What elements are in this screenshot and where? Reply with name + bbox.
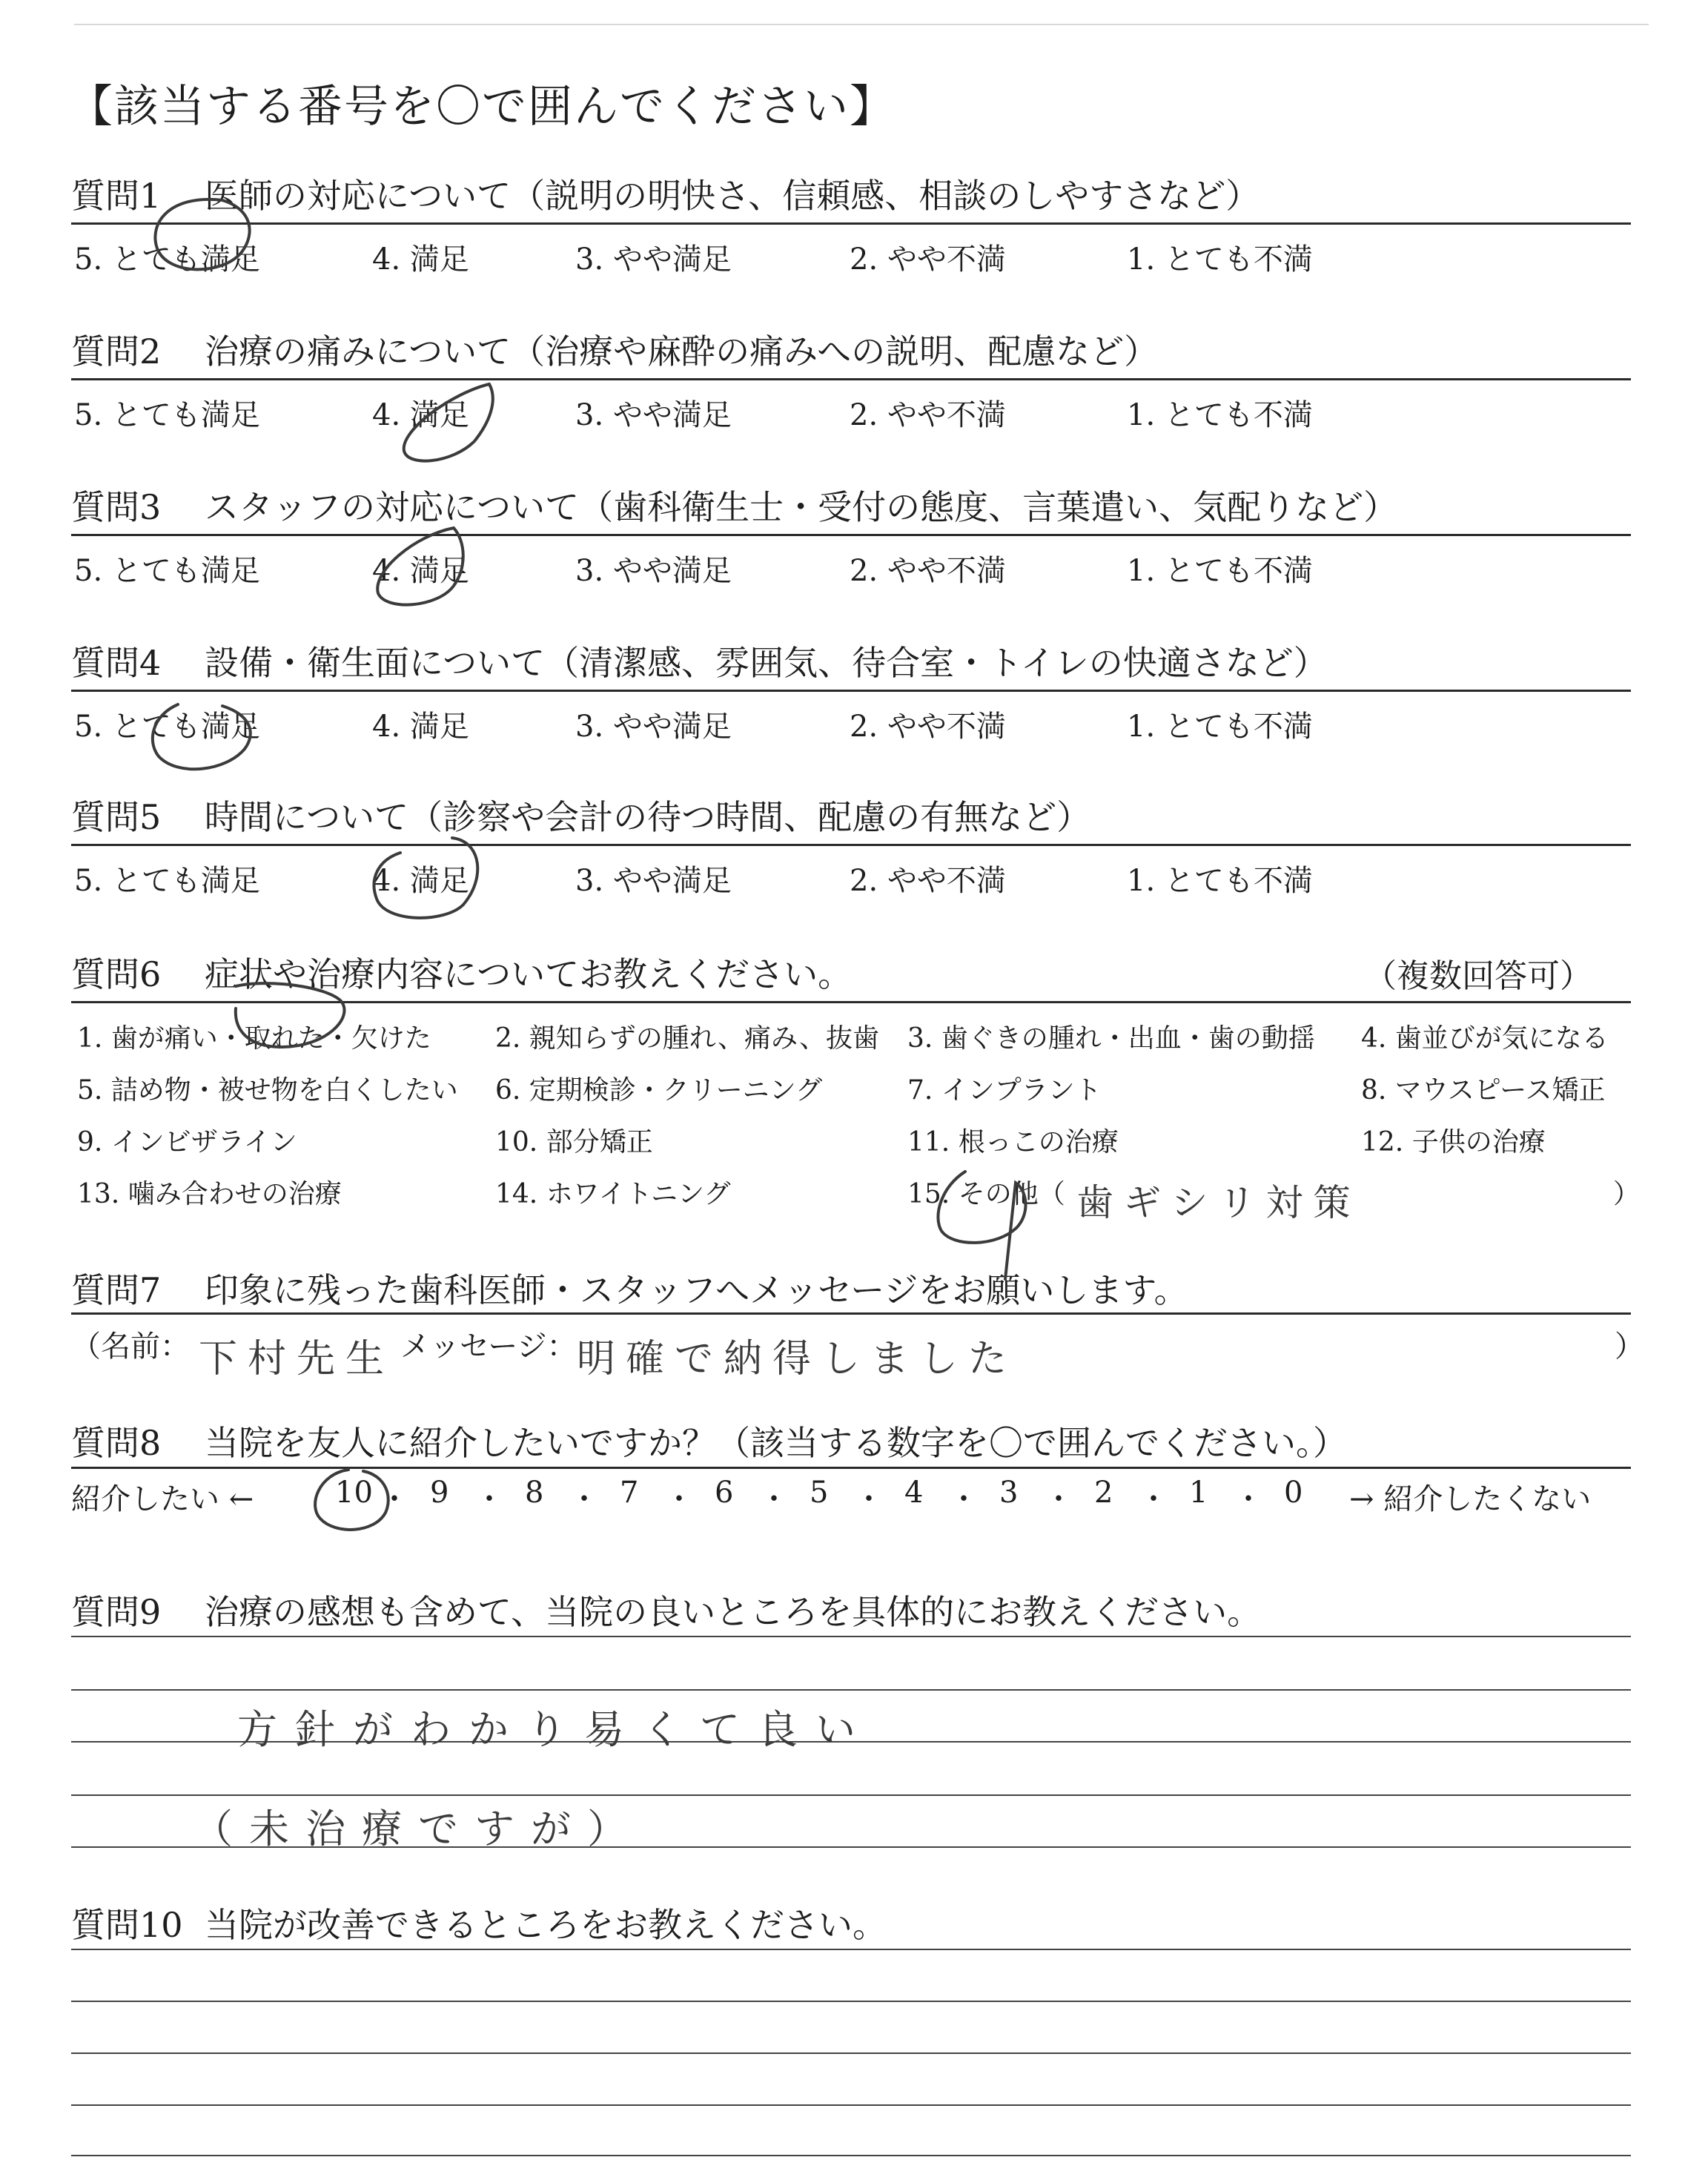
question-number: 質問1 <box>71 176 162 216</box>
option-3[interactable]: 3. やや満足 <box>575 242 732 277</box>
option-5[interactable]: 5. とても満足 <box>74 242 260 277</box>
divider <box>71 1001 1631 1003</box>
q6-item[interactable]: 8. マウスピース矯正 <box>1361 1075 1606 1106</box>
scale-number-10[interactable]: 10 <box>335 1476 373 1510</box>
question-4 <box>71 636 1328 685</box>
question-text: 治療の痛みについて（治療や麻酔の痛みへの説明、配慮など） <box>205 331 1159 371</box>
scale-separator: ・ <box>1234 1482 1263 1516</box>
option-1[interactable]: 1. とても不満 <box>1127 554 1313 588</box>
scale-separator: ・ <box>759 1482 789 1516</box>
q6-item[interactable]: 13. 噛み合わせの治療 <box>77 1179 342 1209</box>
scale-separator: ・ <box>1139 1482 1168 1516</box>
question-5 <box>71 790 1090 839</box>
option-3[interactable]: 3. やや満足 <box>575 710 732 744</box>
question-8 <box>71 1416 1347 1465</box>
option-5[interactable]: 5. とても満足 <box>74 398 260 432</box>
scale-number-6[interactable]: 6 <box>715 1476 734 1510</box>
q6-item[interactable]: 4. 歯並びが気になる <box>1361 1023 1609 1054</box>
option-4[interactable]: 4. 満足 <box>372 242 469 277</box>
q6-item[interactable]: 14. ホワイトニング <box>495 1179 731 1209</box>
answer-line <box>71 2104 1631 2106</box>
answer-line <box>71 1794 1631 1796</box>
question-text: スタッフの対応について（歯科衛生士・受付の態度、言葉遣い、気配りなど） <box>205 487 1398 527</box>
question-number: 質問8 <box>71 1423 162 1463</box>
scale-separator: ・ <box>664 1482 694 1516</box>
question-number: 質問2 <box>71 331 162 371</box>
q6-item[interactable]: 2. 親知らずの腫れ、痛み、抜歯 <box>495 1023 880 1054</box>
name-answer[interactable]: 下村先生 <box>199 1337 395 1381</box>
message-answer[interactable]: 明確で納得しました <box>577 1337 1018 1381</box>
q9-answer-line-2[interactable]: （未治療ですが） <box>193 1806 643 1852</box>
scale-number-7[interactable]: 7 <box>620 1476 639 1510</box>
question-7 <box>71 1264 1188 1312</box>
scale-separator: ・ <box>1044 1482 1073 1516</box>
question-2 <box>71 325 1158 374</box>
answer-line <box>71 2052 1631 2054</box>
option-2[interactable]: 2. やや不満 <box>850 242 1006 277</box>
question-10 <box>71 1898 887 1947</box>
question-number: 質問10 <box>71 1905 183 1945</box>
recommend-right-label: → 紹介したくない <box>1349 1482 1592 1516</box>
option-2[interactable]: 2. やや不満 <box>850 398 1006 432</box>
scale-number-9[interactable]: 9 <box>430 1476 449 1510</box>
q9-answer-line-1[interactable]: 方針がわかり易くて良い <box>237 1706 873 1753</box>
divider <box>71 378 1631 380</box>
q6-item[interactable]: 10. 部分矯正 <box>495 1127 653 1157</box>
divider <box>71 222 1631 225</box>
option-2[interactable]: 2. やや不満 <box>850 864 1006 898</box>
q6-other-close: ） <box>1613 1179 1641 1209</box>
scale-separator: ・ <box>854 1482 884 1516</box>
scale-number-1[interactable]: 1 <box>1189 1476 1208 1510</box>
question-text: 治療の感想も含めて、当院の良いところを具体的にお教えください。 <box>205 1592 1262 1632</box>
question-number: 質問4 <box>71 643 162 683</box>
answer-line <box>71 2001 1631 2002</box>
top-border <box>74 24 1649 25</box>
scale-number-3[interactable]: 3 <box>999 1476 1019 1510</box>
answer-line <box>71 1636 1631 1637</box>
option-1[interactable]: 1. とても不満 <box>1127 710 1313 744</box>
question-text: 医師の対応について（説明の明快さ、信頼感、相談のしやすさなど） <box>205 176 1260 216</box>
option-4[interactable]: 4. 満足 <box>372 864 469 898</box>
message-close: ） <box>1615 1330 1644 1364</box>
q6-item[interactable]: 12. 子供の治療 <box>1361 1127 1546 1157</box>
q6-item[interactable]: 1. 歯が痛い・取れた・欠けた <box>77 1023 431 1054</box>
option-5[interactable]: 5. とても満足 <box>74 710 260 744</box>
question-text: 設備・衛生面について（清潔感、雰囲気、待合室・トイレの快適さなど） <box>205 643 1328 683</box>
q6-item[interactable]: 11. 根っこの治療 <box>907 1127 1119 1157</box>
option-3[interactable]: 3. やや満足 <box>575 554 732 588</box>
q6-item[interactable]: 5. 詰め物・被せ物を白くしたい <box>77 1075 458 1106</box>
q6-item[interactable]: 3. 歯ぐきの腫れ・出血・歯の動揺 <box>907 1023 1315 1054</box>
question-text: 症状や治療内容についてお教えください。 <box>205 954 853 994</box>
question-text: 当院が改善できるところをお教えください。 <box>205 1905 887 1945</box>
divider <box>71 1467 1631 1469</box>
divider <box>71 534 1631 536</box>
question-1 <box>71 169 1260 218</box>
divider <box>71 690 1631 692</box>
option-1[interactable]: 1. とても不満 <box>1127 398 1313 432</box>
divider <box>71 844 1631 846</box>
question-number: 質問7 <box>71 1270 162 1310</box>
q6-item-other[interactable]: 15. その他（ <box>907 1179 1065 1209</box>
scale-separator: ・ <box>474 1482 504 1516</box>
scale-number-8[interactable]: 8 <box>525 1476 544 1510</box>
answer-line <box>71 1689 1631 1691</box>
multiple-answers-note: （複数回答可） <box>1364 957 1592 995</box>
recommend-left-label: 紹介したい ← <box>71 1482 254 1516</box>
question-number: 質問9 <box>71 1592 162 1632</box>
option-4[interactable]: 4. 満足 <box>372 554 469 588</box>
message-label: メッセージ： <box>400 1330 577 1364</box>
question-6 <box>71 948 852 997</box>
question-number: 質問5 <box>71 797 162 837</box>
answer-line <box>71 1949 1631 1950</box>
scale-number-4[interactable]: 4 <box>904 1476 924 1510</box>
question-text: 時間について（診察や会計の待つ時間、配慮の有無など） <box>205 797 1091 837</box>
option-5[interactable]: 5. とても満足 <box>74 864 260 898</box>
option-3[interactable]: 3. やや満足 <box>575 864 732 898</box>
option-2[interactable]: 2. やや不満 <box>850 554 1006 588</box>
question-text: 印象に残った歯科医師・スタッフへメッセージをお願いします。 <box>205 1270 1188 1310</box>
option-4[interactable]: 4. 満足 <box>372 710 469 744</box>
scale-number-0[interactable]: 0 <box>1284 1476 1303 1510</box>
q6-item[interactable]: 7. インプラント <box>907 1075 1102 1106</box>
question-text: 当院を友人に紹介したいですか？（該当する数字を〇で囲んでください。） <box>205 1423 1347 1463</box>
question-9 <box>71 1585 1261 1634</box>
question-number: 質問6 <box>71 954 162 994</box>
option-2[interactable]: 2. やや不満 <box>850 710 1006 744</box>
option-1[interactable]: 1. とても不満 <box>1127 242 1313 277</box>
question-number: 質問3 <box>71 487 162 527</box>
scale-separator: ・ <box>949 1482 979 1516</box>
divider <box>71 1312 1631 1315</box>
question-3 <box>71 480 1397 529</box>
page-title: 【該当する番号を〇で囲んでください】 <box>68 81 896 133</box>
option-5[interactable]: 5. とても満足 <box>74 554 260 588</box>
q6-item[interactable]: 9. インビザライン <box>77 1127 297 1157</box>
scale-number-2[interactable]: 2 <box>1094 1476 1113 1510</box>
name-label: （名前： <box>71 1330 190 1364</box>
q6-other-answer[interactable]: 歯ギシリ対策 <box>1076 1181 1361 1224</box>
option-3[interactable]: 3. やや満足 <box>575 398 732 432</box>
scale-number-5[interactable]: 5 <box>810 1476 829 1510</box>
option-1[interactable]: 1. とても不満 <box>1127 864 1313 898</box>
option-4[interactable]: 4. 満足 <box>372 398 469 432</box>
scale-separator: ・ <box>380 1482 409 1516</box>
answer-line <box>71 2155 1631 2156</box>
q6-item[interactable]: 6. 定期検診・クリーニング <box>495 1075 823 1106</box>
scale-separator: ・ <box>569 1482 599 1516</box>
